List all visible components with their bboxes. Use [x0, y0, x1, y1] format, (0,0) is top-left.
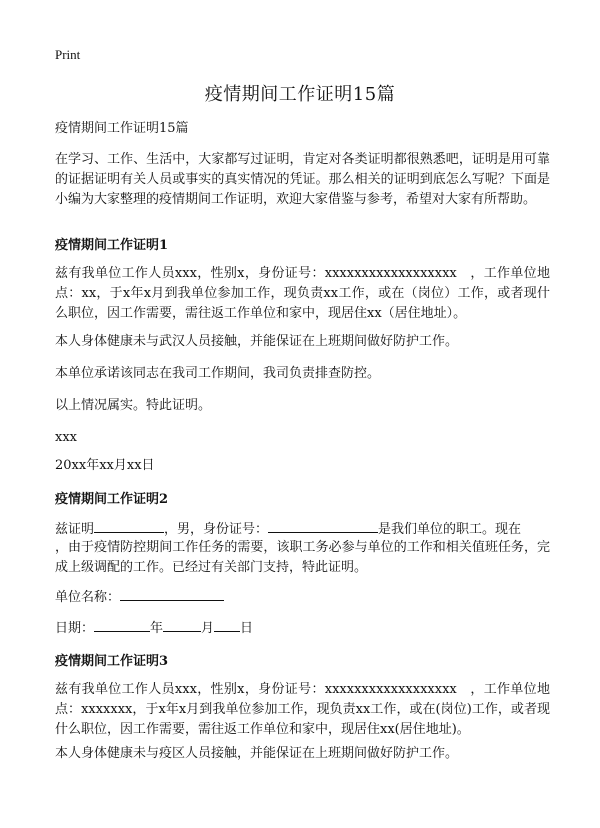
section-2-first-line — [55, 518, 521, 537]
print-label: Print — [55, 47, 81, 62]
section-1-date: 20xx年xx月xx日 — [55, 458, 155, 473]
year-label: 年 — [150, 621, 164, 636]
section-1-paragraph-2: 本人身体健康未与武汉人员接触，并能保证在上班期间做好防护工作。 — [55, 334, 459, 349]
section-2-text-1: 兹证明 — [55, 522, 95, 537]
day-blank — [214, 618, 240, 632]
section-2-heading: 疫情期间工作证明2 — [55, 492, 169, 507]
section-1-paragraph-3: 本单位承诺该同志在我司工作期间，我司负责排查防控。 — [55, 366, 381, 381]
id-number-blank — [268, 519, 378, 533]
document-subtitle: 疫情期间工作证明15篇 — [55, 121, 189, 136]
section-3-paragraph-2: 本人身体健康未与疫区人员接触，并能保证在上班期间做好防护工作。 — [55, 746, 459, 761]
day-label: 日 — [240, 621, 254, 636]
section-2-text-2: ，男，身份证号： — [164, 522, 269, 537]
date-row — [55, 617, 253, 636]
section-1-paragraph-4: 以上情况属实。特此证明。 — [55, 398, 212, 413]
year-blank — [94, 618, 150, 632]
section-1-signer: xxx — [55, 430, 77, 445]
document-title: 疫情期间工作证明15篇 — [204, 84, 396, 105]
section-3-heading: 疫情期间工作证明3 — [55, 654, 169, 669]
section-2-text-3: 是我们单位的职工。现在 — [378, 522, 522, 537]
section-1-paragraph-1: 兹有我单位工作人员xxx，性别x，身份证号：xxxxxxxxxxxxxxxxxx ，工作单位地点：xx，于x年x月到我单位参加工作，现负责xx工作，或在（岗位）工作，或者现什么职位，因工作需要，需往返工作单位和家中，现居住xx（居住地址）。 — [55, 266, 550, 321]
section-3-paragraph-1: 兹有我单位工作人员xxx，性别x，身份证号：xxxxxxxxxxxxxxxxxx ，工作单位地点：xxxxxxx，于x年x月到我单位参加工作，现负责xx工作，或在(岗位)工作，或者现什么职位，因工作需要，需往返工作单位和家中，现居住xx(居住地址)。 — [55, 682, 550, 737]
section-1-heading: 疫情期间工作证明1 — [55, 238, 169, 253]
month-label: 月 — [201, 621, 215, 636]
unit-name-blank — [120, 587, 224, 601]
unit-name-row — [55, 586, 224, 605]
unit-name-label: 单位名称： — [55, 590, 121, 605]
section-2-paragraph-rest: ，由于疫情防控期间工作任务的需要，该职工务必参与单位的工作和相关值班任务，完成上级调配的工作。已经过有关部门支持，特此证明。 — [55, 540, 550, 575]
intro-paragraph: 在学习、工作、生活中，大家都写过证明，肯定对各类证明都很熟悉吧，证明是用可靠的证据证明有关人员或事实的真实情况的凭证。那么相关的证明到底怎么写呢？下面是小编为大家整理的疫情期间工作证明，欢迎大家借鉴与参考，希望对大家有所帮助。 — [55, 152, 550, 207]
date-label: 日期： — [55, 621, 95, 636]
month-blank — [163, 618, 201, 632]
name-blank — [94, 519, 164, 533]
